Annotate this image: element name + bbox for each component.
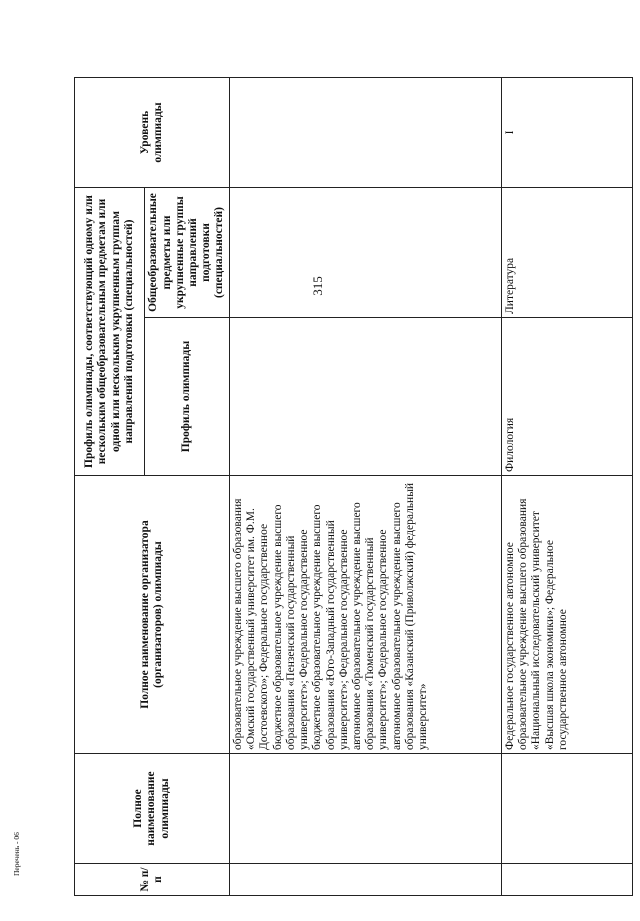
cell-level: I xyxy=(502,78,633,188)
cell-num xyxy=(230,864,502,896)
rotated-table-container xyxy=(74,78,632,896)
cell-level xyxy=(230,78,502,188)
header-level: Уровень олимпиады xyxy=(75,78,230,188)
cell-num xyxy=(502,864,633,896)
header-profile-group: Профиль олимпиады, соответствующий одному или нескольким общеобразовательным предметам или одной или нескольким укрупненным группам направлений подготовки (специальностей) xyxy=(75,188,145,476)
olympiad-table xyxy=(74,77,633,896)
header-olympiad-name: Полное наименование олимпиады xyxy=(75,754,230,864)
cell-subjects xyxy=(230,188,502,318)
footer-label: Перечень - 06 xyxy=(12,832,21,876)
cell-profile: Филология xyxy=(502,318,633,476)
table-row xyxy=(230,78,502,896)
cell-organizer: Федеральное государственное автономное образовательное учреждение высшего образования «Национальный исследовательский университет «Высшая школа экономики»; Федеральное государственное автономное xyxy=(502,476,633,754)
header-profile: Профиль олимпиады xyxy=(145,318,230,476)
header-organizer-name: Полное наименование организатора (организаторов) олимпиады xyxy=(75,476,230,754)
table-row xyxy=(502,78,633,896)
page-number: 315 xyxy=(310,276,325,296)
header-num: № п/п xyxy=(75,864,230,896)
cell-olympiad-name xyxy=(502,754,633,864)
cell-profile xyxy=(230,318,502,476)
header-subjects: Общеобразовательные предметы или укрупненные группы направлений подготовки (специальностей) xyxy=(145,188,230,318)
cell-olympiad-name xyxy=(230,754,502,864)
cell-organizer: образовательное учреждение высшего образования «Омский государственный университет им. Ф.М. Достоевского»; Федеральное государственное бюджетное образовательное учреждение высшего образования «Пензенский государственный университет»; Федеральное государственное бюджетное образовательное учреждение высшего образования «Юго-Западный государственный университет»; Федеральное государственное автономное образовательное учреждение высшего образования «Тюменский государственный университет»; Федеральное государственное автономное образовательное учреждение высшего образования «Казанский (Приволжский) федеральный университет» xyxy=(230,476,502,754)
cell-subjects: Литература xyxy=(502,188,633,318)
